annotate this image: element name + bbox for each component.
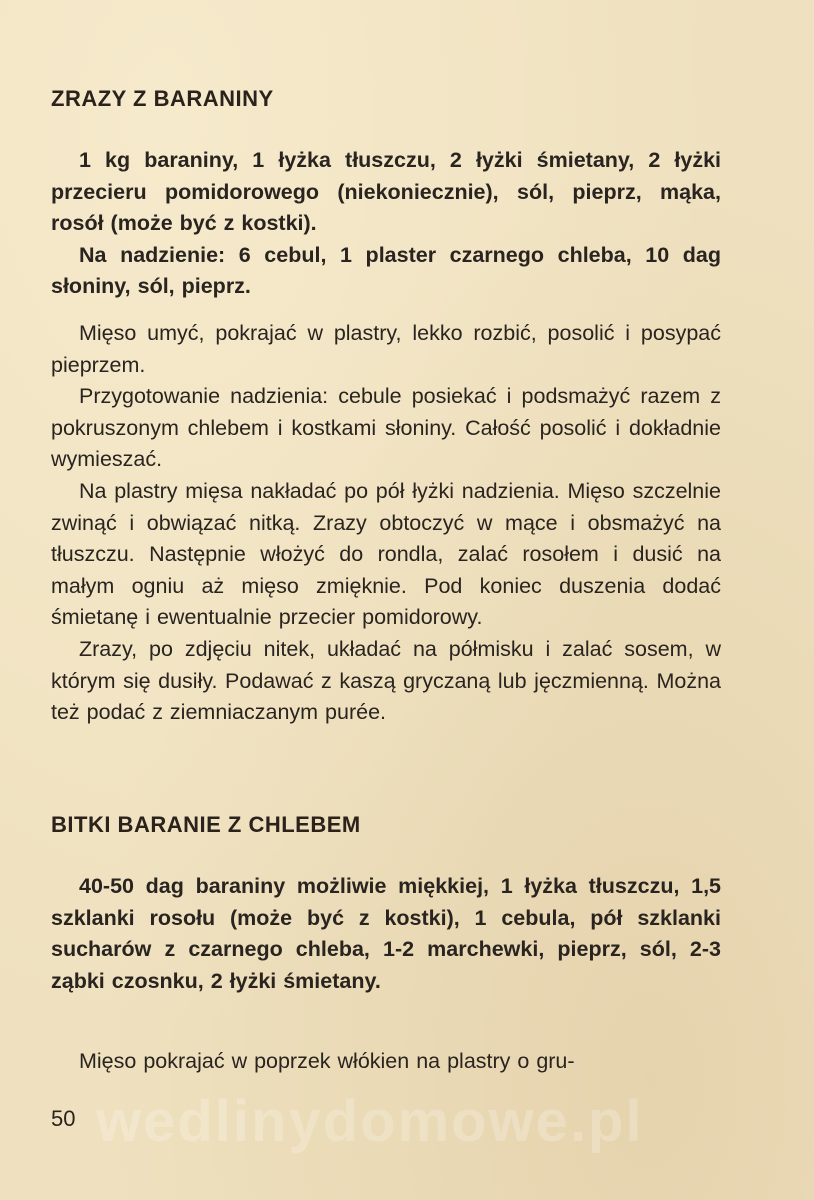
step-paragraph: Na plastry mięsa nakładać po pół łyżki nadzienia. Mięso szczelnie zwinąć i obwiązać nitką. Zrazy obtoczyć w mące i obsmażyć na tłuszczu. Następnie włożyć do rondla, zalać rosołem i dusić na małym ogniu aż mięso zmięknie. Pod koniec duszenia dodać śmietanę i ewentualnie przecier pomidorowy.: [51, 478, 721, 630]
step-paragraph: Mięso pokrajać w poprzek włókien na plastry o gru-: [79, 1049, 575, 1073]
preparation-steps: [51, 318, 721, 729]
ingredients-paragraph: 40-50 dag baraniny możliwie miękkiej, 1 łyżka tłuszczu, 1,5 szklanki rosołu (może być z kostki), 1 cebula, pół szklanki sucharów z czarnego chleba, 1-2 marchewki, pieprz, sól, 2-3 ząbki czosnku, 2 łyżki śmietany.: [51, 874, 721, 993]
step-paragraph: Zrazy, po zdjęciu nitek, układać na półmisku i zalać sosem, w którym się dusiły. Podawać z kaszą gryczaną lub jęczmienną. Można też podać z ziemniaczanym purée.: [51, 636, 721, 725]
preparation-steps: [51, 1046, 721, 1078]
watermark: wedlinydomowe.pl: [96, 1089, 644, 1154]
ingredients-paragraph: 1 kg baraniny, 1 łyżka tłuszczu, 2 łyżki śmietany, 2 łyżki przecieru pomidorowego (niekoniecznie), sól, pieprz, mąka, rosół (może być z kostki).: [51, 148, 721, 236]
recipe-title: BITKI BARANIE Z CHLEBEM: [51, 812, 361, 837]
ingredients-list: [51, 145, 721, 303]
ingredients-list: [51, 871, 721, 997]
page-number: 50: [51, 1106, 76, 1131]
step-paragraph: Mięso umyć, pokrajać w plastry, lekko rozbić, posolić i posypać pieprzem.: [51, 321, 721, 377]
step-paragraph: Przygotowanie nadzienia: cebule posiekać i podsmażyć razem z pokruszonym chlebem i kostkami słoniny. Całość posolić i dokładnie wymieszać.: [51, 384, 721, 472]
ingredients-paragraph: Na nadzienie: 6 cebul, 1 plaster czarnego chleba, 10 dag słoniny, sól, pieprz.: [51, 242, 721, 299]
recipe-title: ZRAZY Z BARANINY: [51, 86, 274, 111]
